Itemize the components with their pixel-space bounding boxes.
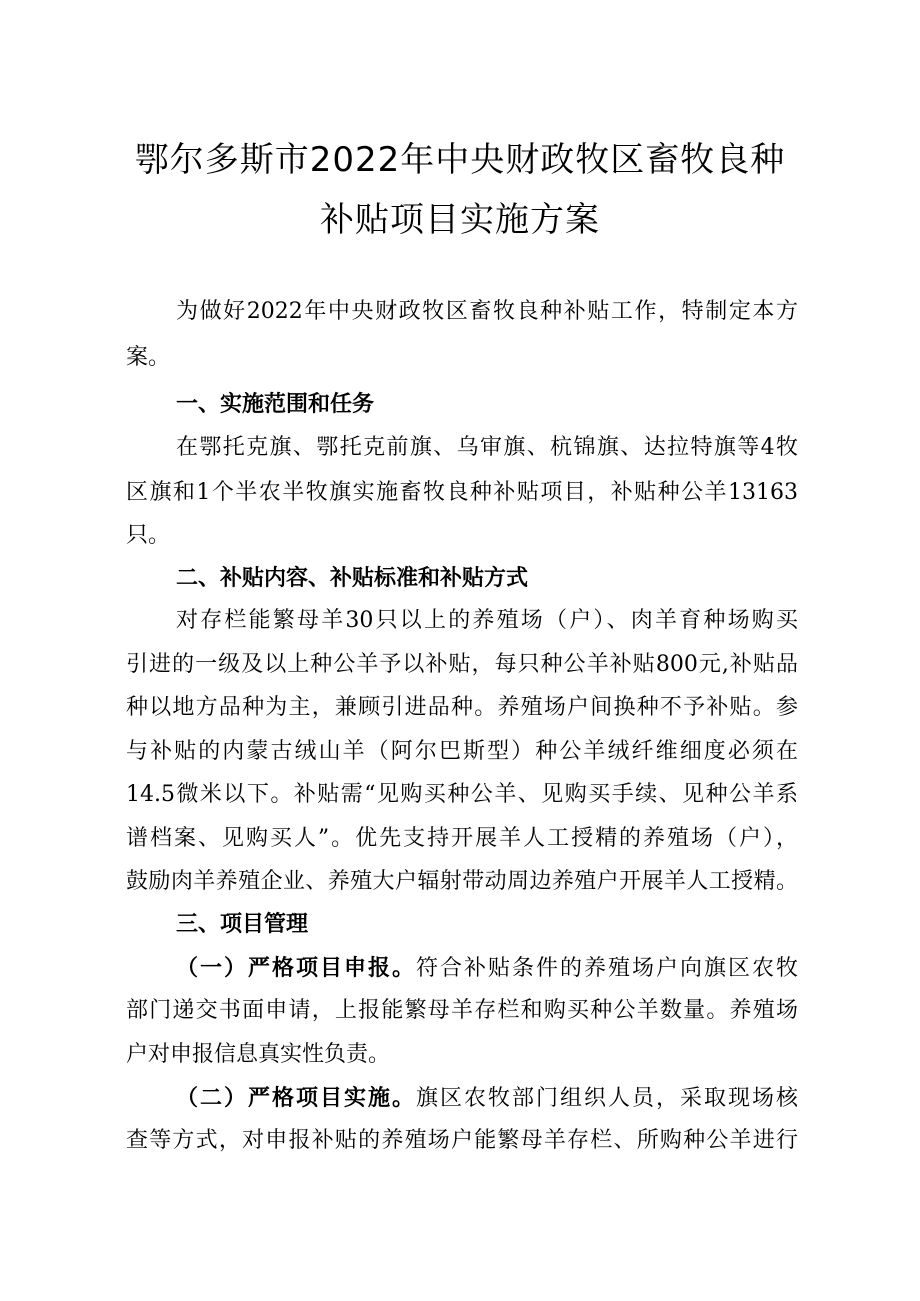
section-1-line-1: 在鄂托克旗、鄂托克前旗、乌审旗、杭锦旗、达拉特旗等4牧 — [176, 435, 798, 460]
section-2-line-7: 鼓励肉羊养殖企业、养殖大户辐射带动周边养殖户开展羊人工授精。 — [126, 869, 798, 894]
section-2-line-1: 对存栏能繁母羊30只以上的养殖场（户）、肉羊育种场购买 — [176, 608, 798, 633]
section-2-heading: 二、补贴内容、补贴标准和补贴方式 — [176, 565, 529, 591]
section-3-item-2-line-1 — [176, 1083, 798, 1114]
document-title-line-1: 鄂尔多斯市2022年中央财政牧区畜牧良种 — [134, 140, 786, 180]
section-1-line-3: 只。 — [126, 523, 171, 548]
section-1-line-2: 区旗和1个半农半牧旗实施畜牧良种补贴项目，补贴种公羊13163 — [126, 480, 798, 505]
section-2-line-5: 14.5微米以下。补贴需“见购买种公羊、见购买手续、见种公羊系 — [126, 782, 798, 807]
section-3-item-1-bold-lead: （一）严格项目申报。 — [176, 955, 416, 981]
section-3-item-1-line-2: 部门递交书面申请，上报能繁母羊存栏和购买种公羊数量。养殖场 — [126, 998, 798, 1023]
document-title-line-2: 补贴项目实施方案 — [320, 200, 600, 240]
section-2-line-4: 与补贴的内蒙古绒山羊（阿尔巴斯型）种公羊绒纤维细度必须在 — [126, 739, 798, 764]
section-3-heading: 三、项目管理 — [176, 911, 309, 937]
intro-line-1: 为做好2022年中央财政牧区畜牧良种补贴工作，特制定本方 — [176, 299, 798, 324]
section-3-item-2-first-rest: 旗区农牧部门组织人员，采取现场核 — [416, 1086, 798, 1111]
section-3-item-1-first-rest: 符合补贴条件的养殖场户向旗区农牧 — [416, 956, 798, 981]
section-3-item-2-bold-lead: （二）严格项目实施。 — [176, 1085, 416, 1111]
section-3-item-1-line-1 — [176, 953, 798, 984]
section-3-item-2-line-2: 查等方式，对申报补贴的养殖场户能繁母羊存栏、所购种公羊进行 — [126, 1128, 798, 1153]
section-2-line-3: 种以地方品种为主，兼顾引进品种。养殖场户间换种不予补贴。参 — [126, 695, 798, 720]
section-1-heading: 一、实施范围和任务 — [176, 391, 375, 417]
section-3-item-1-line-3: 户对申报信息真实性负责。 — [126, 1042, 391, 1067]
section-2-line-6: 谱档案、见购买人”。优先支持开展羊人工授精的养殖场（户）， — [126, 826, 798, 851]
section-2-line-2: 引进的一级及以上种公羊予以补贴，每只种公羊补贴800元,补贴品 — [126, 652, 798, 677]
intro-line-2: 案。 — [126, 345, 171, 370]
